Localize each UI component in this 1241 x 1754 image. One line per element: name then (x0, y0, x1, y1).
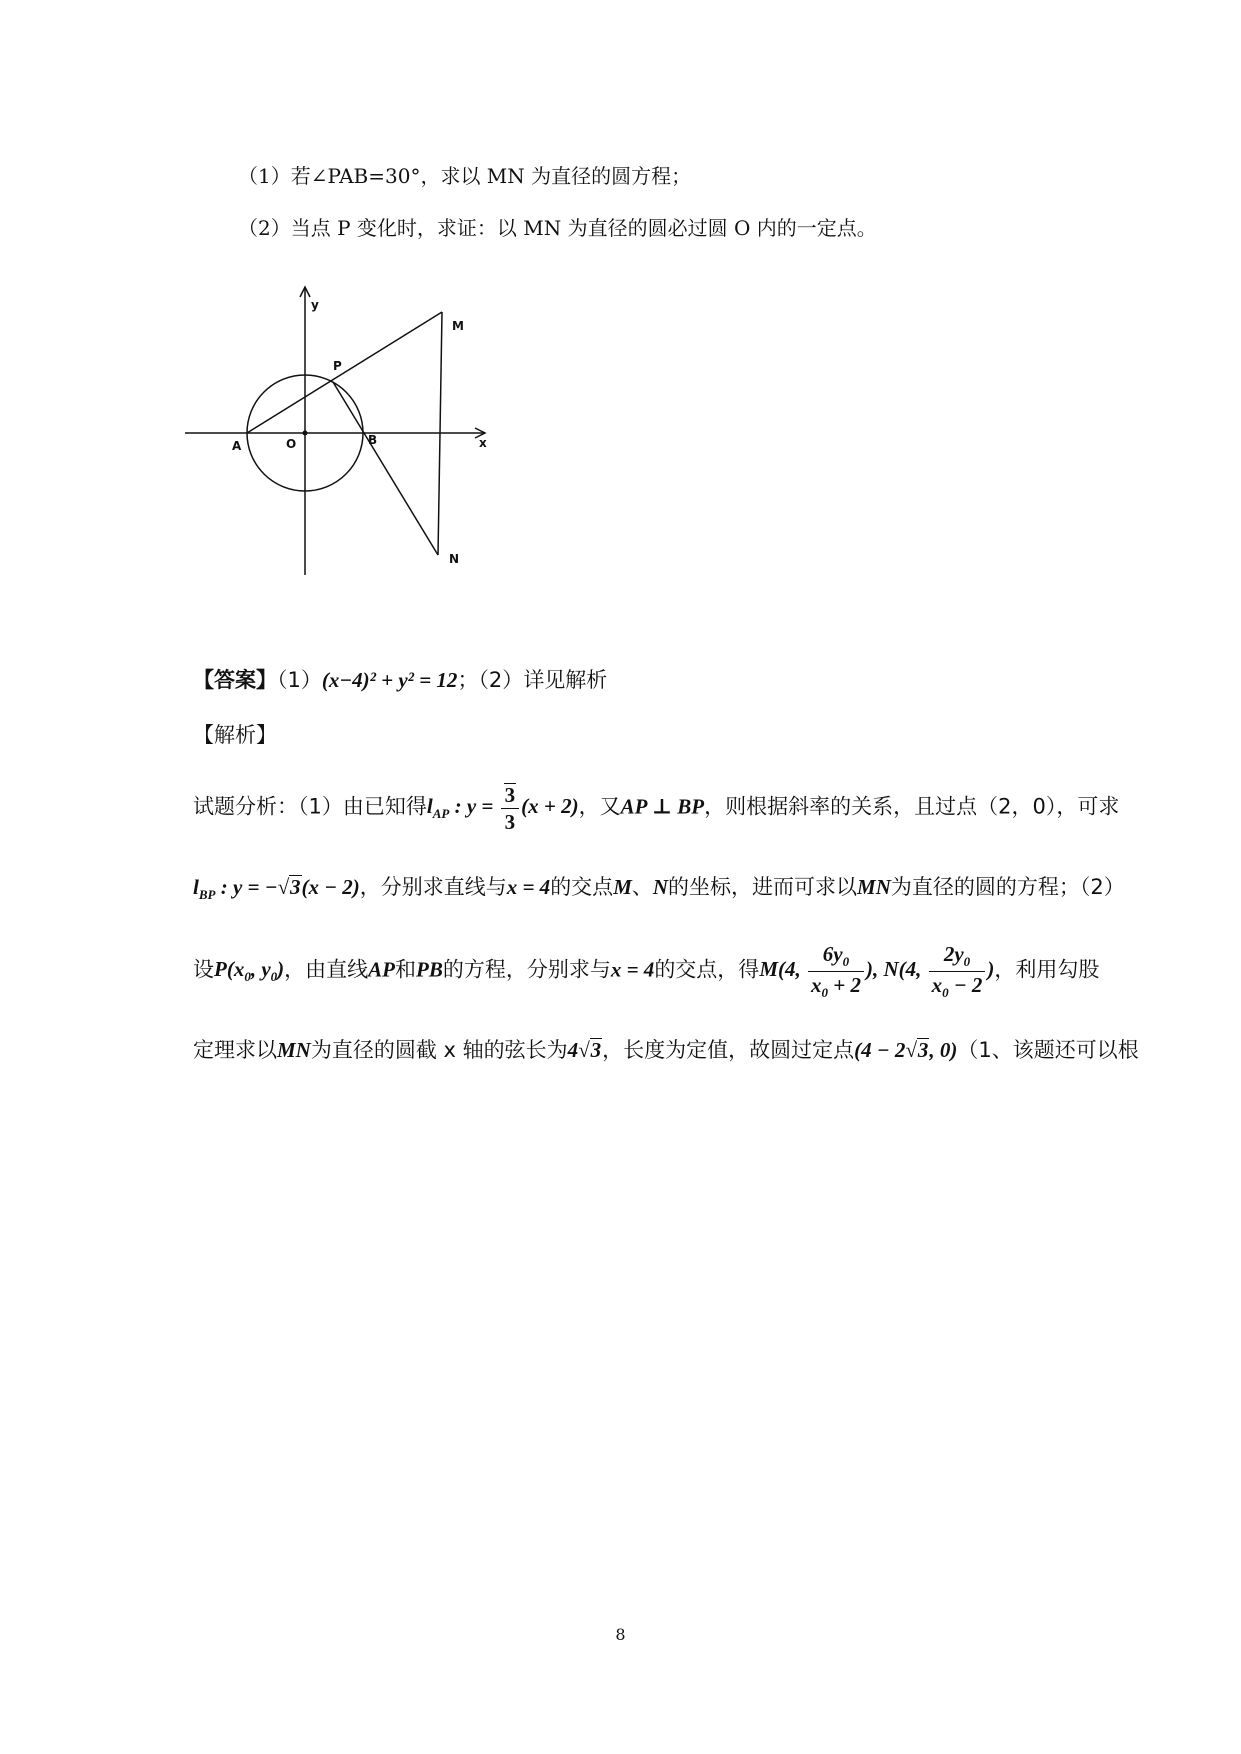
analysis-text: 的交点，得 (654, 957, 760, 982)
analysis-text: 试题分析：（1）由已知得 (193, 794, 427, 819)
label-m: M (452, 319, 464, 333)
analysis-line-4 (193, 1038, 1139, 1061)
analysis-text: ，长度为定值，故圆过定点 (602, 1038, 855, 1062)
analysis-text: ，分别求直线与 (359, 875, 507, 899)
analysis-line-3 (193, 942, 1099, 1001)
analysis-line-1 (193, 783, 1119, 834)
analysis-text: 的交点 (550, 875, 614, 899)
label-p: P (333, 359, 342, 373)
analysis-text: 和 (395, 957, 416, 982)
point-n: N (652, 875, 669, 899)
line-ap: AP (368, 957, 395, 982)
analysis-text: ，由直线 (284, 957, 369, 982)
formula-chord: 4√3 (567, 1038, 602, 1062)
formula-mn-coords: M(4, $\frac{6y_0}{x_0 + 2}$ ), N(4, $\frac{2y_0}{x_0 - 2}$ ) (759, 942, 995, 1001)
question-2: （2）当点 P 变化时，求证：以 MN 为直径的圆必过圆 O 内的一定点。 (238, 216, 877, 240)
label-o: O (286, 437, 297, 451)
analysis-text: ，又 (578, 794, 621, 819)
answer-equation: (x−4)² + y² = 12 (321, 668, 458, 692)
analysis-text: 的坐标，进而可求以 (668, 875, 858, 899)
segment-mn-b: MN (277, 1038, 311, 1062)
analysis-text: 的方程，分别求与 (442, 957, 611, 982)
answer-line (193, 670, 607, 691)
formula-x4: x = 4 (506, 875, 551, 899)
analysis-text: 为直径的圆的方程；（2） (890, 875, 1125, 899)
analysis-text: 设 (193, 957, 214, 982)
formula-p: $P(x_0$, $y_0$) (214, 957, 285, 985)
point-m: M (613, 875, 632, 899)
analysis-text: 、 (631, 875, 653, 899)
analysis-text: ，利用勾股 (994, 957, 1100, 982)
line-pb: PB (416, 957, 443, 982)
page-number: 8 (615, 1625, 626, 1644)
question-1: （1）若∠PAB=30°，求以 MN 为直径的圆方程； (238, 164, 692, 188)
analysis-text: 定理求以 (193, 1038, 277, 1062)
formula-x4-b: x = 4 (610, 957, 655, 982)
formula-fixed-point: (4 − 2√3, 0) (854, 1038, 958, 1062)
label-n: N (449, 552, 460, 566)
answer-part1: （1） (277, 668, 322, 692)
formula-lbp: $l_{BP}$ : y = −√3(x − 2) (193, 875, 360, 903)
label-b: B (368, 433, 378, 447)
line-am (247, 312, 442, 433)
origin-point (303, 431, 308, 436)
analysis-text: （1、该题还可以根 (957, 1038, 1139, 1062)
analysis-line-2 (193, 875, 1125, 901)
geometry-figure (185, 285, 505, 645)
analysis-text: 为直径的圆截 x 轴的弦长为 (310, 1038, 568, 1062)
segment-mn: MN (857, 875, 891, 899)
label-x: x (479, 436, 487, 450)
answer-label: 【答案】 (193, 668, 277, 692)
answer-rest: 详见解析 (523, 668, 608, 692)
label-a: A (232, 439, 242, 453)
line-pn (333, 382, 438, 555)
analysis-label: 【解析】 (193, 723, 277, 747)
formula-lap: $l_{AP}$ : y = $\frac{3}{3}$ (x + 2) (426, 783, 579, 835)
analysis-text: ，则根据斜率的关系，且过点（2，0），可求 (704, 794, 1120, 819)
formula-perpendicular: AP ⊥ BP (620, 794, 705, 819)
label-y: y (311, 298, 319, 312)
answer-sep: ；（2） (457, 668, 524, 692)
